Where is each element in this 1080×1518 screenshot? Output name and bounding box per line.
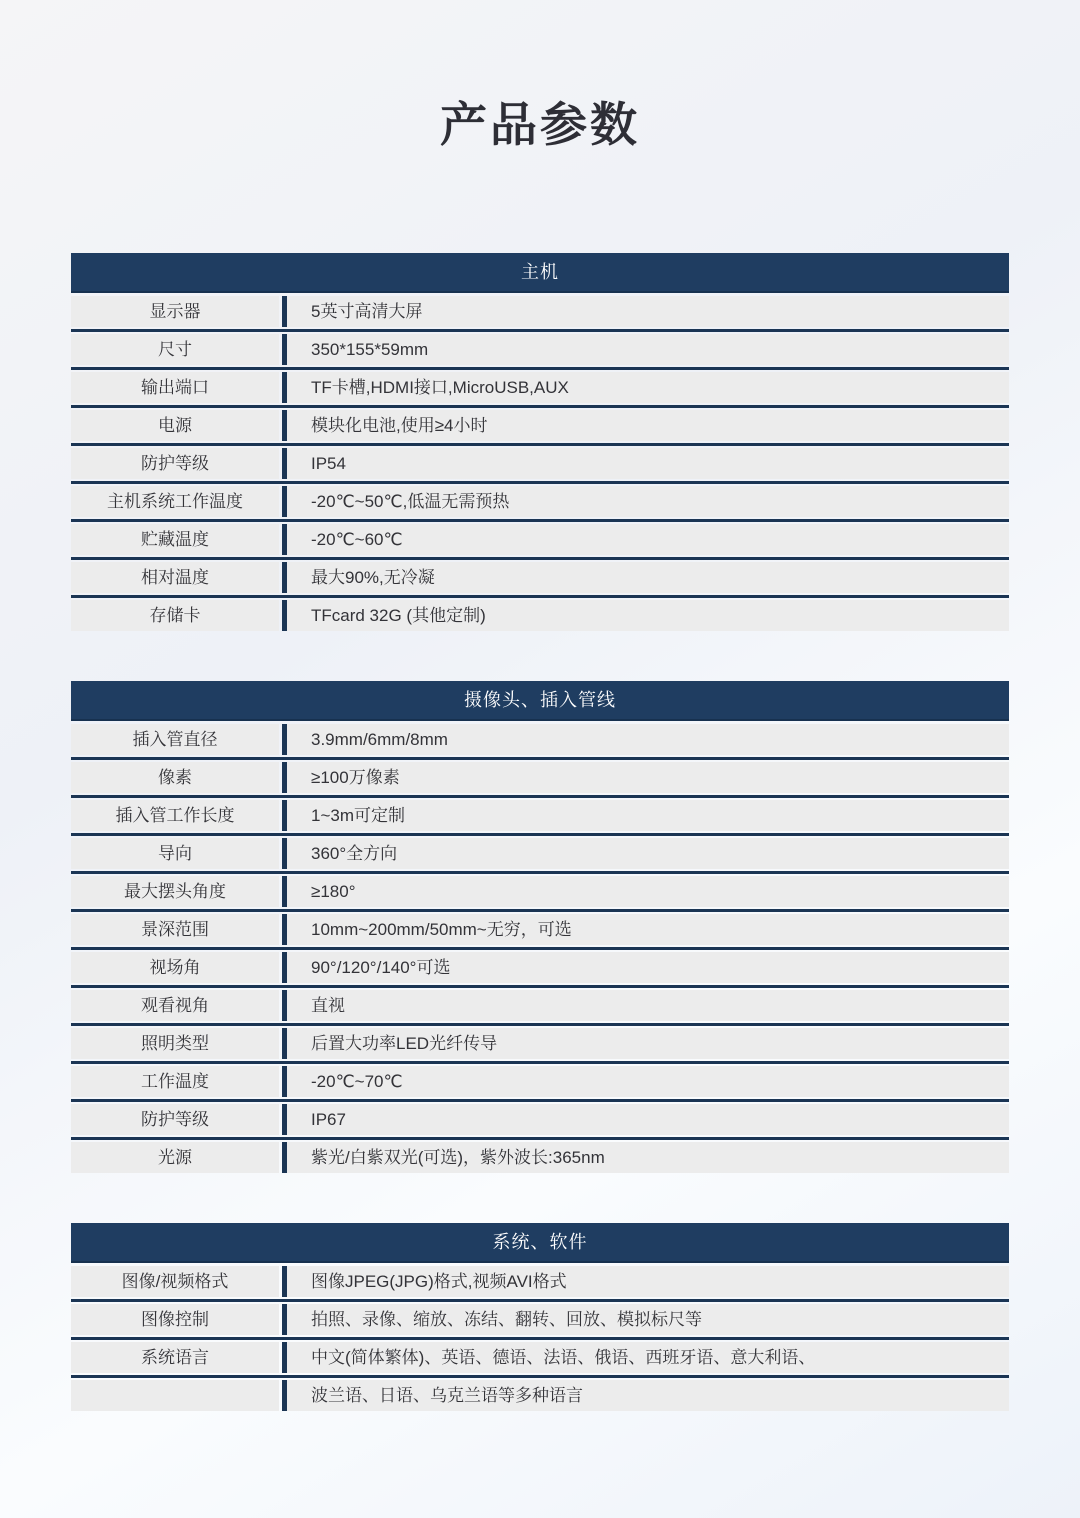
table-row [71,405,1009,441]
row-label: 图像/视频格式 [71,1266,279,1297]
table-row [71,367,1009,403]
table-title: 摄像头、插入管线 [71,681,1009,721]
row-value: 后置大功率LED光纤传导 [282,1028,1009,1059]
row-label: 尺寸 [71,334,279,365]
row-label: 工作温度 [71,1066,279,1097]
row-label: 系统语言 [71,1342,279,1373]
table-row [71,947,1009,983]
row-value: 紫光/白紫双光(可选)，紫外波长:365nm [282,1142,1009,1173]
row-label: 视场角 [71,952,279,983]
row-value: -20℃~60℃ [282,524,1009,555]
row-label: 相对温度 [71,562,279,593]
row-value: ≥100万像素 [282,762,1009,793]
table-row [71,757,1009,793]
row-label: 贮藏温度 [71,524,279,555]
table-row [71,724,1009,755]
page-title: 产品参数 [440,98,640,151]
spec-table-2 [71,1223,1009,1411]
table-rows [71,724,1009,1173]
row-label: 图像控制 [71,1304,279,1335]
table-row [71,1061,1009,1097]
row-value: -20℃~50℃,低温无需预热 [282,486,1009,517]
row-label: 电源 [71,410,279,441]
row-value: 90°/120°/140°可选 [282,952,1009,983]
table-row [71,909,1009,945]
row-label: 插入管工作长度 [71,800,279,831]
table-row [71,985,1009,1021]
table-row [71,296,1009,327]
table-title: 主机 [71,253,1009,293]
row-value: 3.9mm/6mm/8mm [282,724,1009,755]
spec-tables [71,253,1009,1411]
row-value: 最大90%,无冷凝 [282,562,1009,593]
row-label: 最大摆头角度 [71,876,279,907]
row-label [71,1380,279,1411]
row-value: 中文(简体繁体)、英语、德语、法语、俄语、西班牙语、意大利语、 [282,1342,1009,1373]
table-row [71,833,1009,869]
row-value: 直视 [282,990,1009,1021]
row-value: 图像JPEG(JPG)格式,视频AVI格式 [282,1266,1009,1297]
row-value: 350*155*59mm [282,334,1009,365]
spec-table-0 [71,253,1009,631]
table-row [71,871,1009,907]
table-row [71,519,1009,555]
table-row [71,1375,1009,1411]
row-value: 拍照、录像、缩放、冻结、翻转、回放、模拟标尺等 [282,1304,1009,1335]
table-row [71,1099,1009,1135]
row-label: 光源 [71,1142,279,1173]
row-value: 1~3m可定制 [282,800,1009,831]
table-row [71,329,1009,365]
table-rows [71,296,1009,631]
table-title: 系统、软件 [71,1223,1009,1263]
row-label: 导向 [71,838,279,869]
table-row [71,1266,1009,1297]
table-row [71,443,1009,479]
table-row [71,1137,1009,1173]
row-label: 观看视角 [71,990,279,1021]
table-row [71,557,1009,593]
row-label: 防护等级 [71,448,279,479]
row-value: ≥180° [282,876,1009,907]
row-value: IP67 [282,1104,1009,1135]
row-label: 照明类型 [71,1028,279,1059]
row-label: 景深范围 [71,914,279,945]
spec-table-1 [71,681,1009,1173]
row-label: 像素 [71,762,279,793]
row-label: 存储卡 [71,600,279,631]
row-value: 5英寸高清大屏 [282,296,1009,327]
row-value: IP54 [282,448,1009,479]
table-row [71,481,1009,517]
table-row [71,1337,1009,1373]
row-label: 插入管直径 [71,724,279,755]
row-label: 主机系统工作温度 [71,486,279,517]
row-label: 防护等级 [71,1104,279,1135]
row-value: 波兰语、日语、乌克兰语等多种语言 [282,1380,1009,1411]
row-label: 输出端口 [71,372,279,403]
row-value: 360°全方向 [282,838,1009,869]
row-value: 模块化电池,使用≥4小时 [282,410,1009,441]
table-row [71,1299,1009,1335]
row-value: 10mm~200mm/50mm~无穷，可选 [282,914,1009,945]
table-row [71,1023,1009,1059]
table-rows [71,1266,1009,1411]
table-row [71,595,1009,631]
table-row [71,795,1009,831]
row-label: 显示器 [71,296,279,327]
row-value: TF卡槽,HDMI接口,MicroUSB,AUX [282,372,1009,403]
row-value: TFcard 32G (其他定制) [282,600,1009,631]
row-value: -20℃~70℃ [282,1066,1009,1097]
